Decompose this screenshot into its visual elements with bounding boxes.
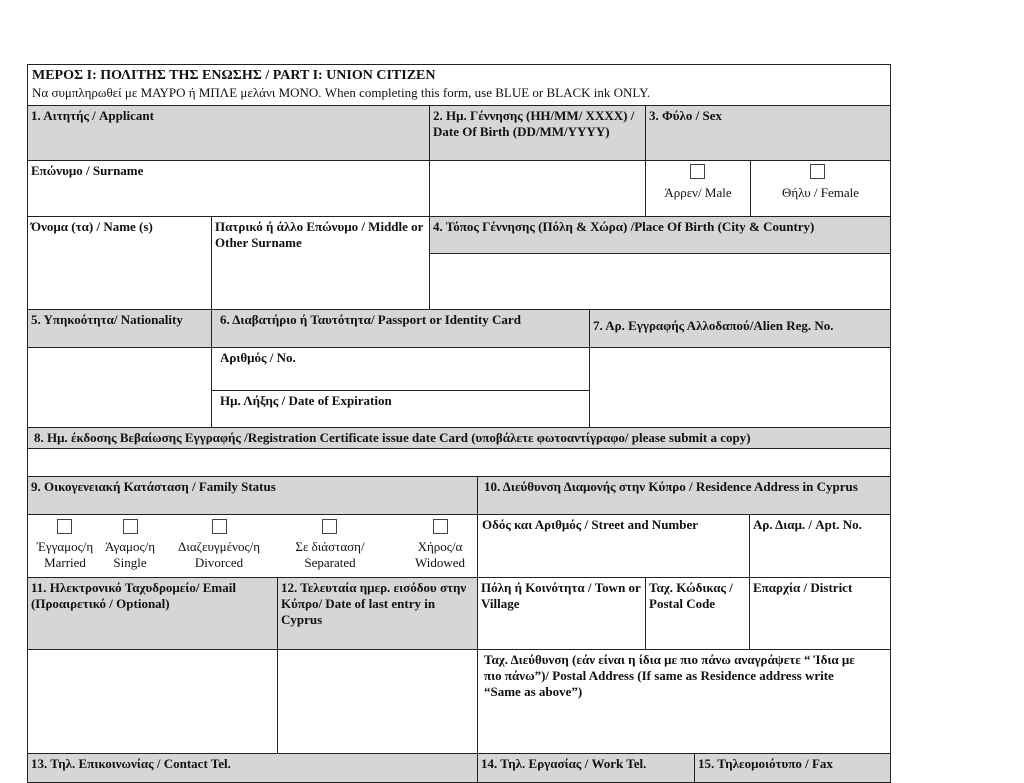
divorced-option-label: Διαζευγμένος/η Divorced: [177, 539, 261, 570]
form-instruction: Να συμπληρωθεί με ΜΑΥΡΟ ή ΜΠΛΕ μελάνι ΜΟΝΟ. When completing this form, use BLUE or BLACK ink ONLY.: [32, 85, 651, 100]
dob-field[interactable]: [429, 160, 646, 217]
sex-male-cell: [645, 160, 751, 217]
single-checkbox[interactable]: [123, 519, 138, 534]
expiration-field[interactable]: [211, 390, 590, 428]
work-tel-label: 14. Τηλ. Εργασίας / Work Tel.: [477, 753, 695, 783]
married-option-label: Έγγαμος/η Married: [36, 539, 94, 570]
fax-label: 15. Τηλεομοιότυπο / Fax: [694, 753, 891, 783]
last-entry-label: 12. Τελευταία ημερ. εισόδου στην Κύπρο/ Date of last entry in Cyprus: [277, 577, 478, 650]
street-field[interactable]: [477, 514, 750, 578]
postal-address-field[interactable]: [477, 649, 891, 754]
passport-no-field[interactable]: [211, 347, 590, 391]
town-field[interactable]: [477, 577, 646, 650]
surname-label: Επώνυμο / Surname: [31, 163, 144, 178]
divorced-checkbox[interactable]: [212, 519, 227, 534]
reg-cert-field[interactable]: [27, 448, 891, 477]
middle-name-label: Πατρικό ή άλλο Επώνυμο / Middle or Other Surname: [215, 219, 424, 250]
apt-field[interactable]: [749, 514, 891, 578]
nationality-label: 5. Υπηκοότητα/ Nationality: [27, 309, 212, 348]
district-label: Επαρχία / District: [753, 580, 853, 595]
passport-no-label: Αριθμός / No.: [220, 350, 296, 365]
postal-code-field[interactable]: [645, 577, 750, 650]
place-of-birth-field[interactable]: [429, 253, 891, 310]
widowed-option-label: Χήρος/α Widowed: [414, 539, 466, 570]
email-label: 11. Ηλεκτρονικό Ταχυδρομείο/ Email (Προαιρετικό / Optional): [27, 577, 278, 650]
names-field[interactable]: [27, 216, 212, 310]
separated-checkbox[interactable]: [322, 519, 337, 534]
surname-field[interactable]: [27, 160, 430, 217]
separated-option-label: Σε διάσταση/ Separated: [295, 539, 365, 570]
place-of-birth-label: 4. Τόπος Γέννησης (Πόλη & Χώρα) /Place Of Birth (City & Country): [429, 216, 891, 254]
residence-label: 10. Διεύθυνση Διαμονής στην Κύπρο / Residence Address in Cyprus: [477, 476, 891, 515]
last-entry-field[interactable]: [277, 649, 478, 754]
sex-label: 3. Φύλο / Sex: [645, 105, 891, 161]
passport-label: 6. Διαβατήριο ή Ταυτότητα/ Passport or Identity Card: [211, 309, 590, 348]
middle-name-field[interactable]: [211, 216, 430, 310]
reg-cert-label: 8. Ημ. έκδοσης Βεβαίωσης Εγγραφής /Registration Certificate issue date Card (υποβάλετε φωτοαντίγραφο/ please submit a copy): [27, 427, 891, 449]
alien-reg-field[interactable]: [589, 347, 891, 428]
postal-code-label: Ταχ. Κώδικας / Postal Code: [649, 580, 733, 611]
female-checkbox[interactable]: [810, 164, 825, 179]
expiration-label: Ημ. Λήξης / Date of Expiration: [220, 393, 392, 408]
town-label: Πόλη ή Κοινότητα / Town or Village: [481, 580, 641, 611]
form-header: [27, 64, 891, 106]
alien-reg-label: 7. Αρ. Εγγραφής Αλλοδαπού/Alien Reg. No.: [589, 309, 891, 348]
female-label: Θήλυ / Female: [781, 185, 860, 200]
family-status-label: 9. Οικογενειακή Κατάσταση / Family Status: [27, 476, 478, 515]
male-label: Άρρεν/ Male: [664, 185, 732, 200]
contact-tel-label: 13. Τηλ. Επικοινωνίας / Contact Tel.: [27, 753, 478, 783]
nationality-field[interactable]: [27, 347, 212, 428]
married-checkbox[interactable]: [57, 519, 72, 534]
family-options-cell: [27, 514, 478, 578]
sex-female-cell: [750, 160, 891, 217]
postal-address-label: Ταχ. Διεύθυνση (εάν είναι η ίδια με πιο πάνω αναγράψετε “ Ίδια με πιο πάνω”)/ Postal Address (If same as Residence address write “Same as above”): [484, 652, 855, 699]
email-field[interactable]: [27, 649, 278, 754]
male-checkbox[interactable]: [690, 164, 705, 179]
form-title: ΜΕΡΟΣ Ι: ΠΟΛΙΤΗΣ ΤΗΣ ΕΝΩΣΗΣ / PART I: UNION CITIZEN: [32, 68, 436, 83]
dob-label: 2. Ημ. Γέννησης (ΗΗ/ΜΜ/ ΧΧΧΧ) / Date Of Birth (DD/MM/YYYY): [429, 105, 646, 161]
single-option-label: Άγαμος/η Single: [104, 539, 156, 570]
apt-label: Αρ. Διαμ. / Apt. No.: [753, 517, 862, 532]
widowed-checkbox[interactable]: [433, 519, 448, 534]
district-field[interactable]: [749, 577, 891, 650]
applicant-label: 1. Αιτητής / Applicant: [27, 105, 430, 161]
names-label: Όνομα (τα) / Name (s): [31, 219, 153, 234]
street-label: Οδός και Αριθμός / Street and Number: [482, 517, 699, 532]
